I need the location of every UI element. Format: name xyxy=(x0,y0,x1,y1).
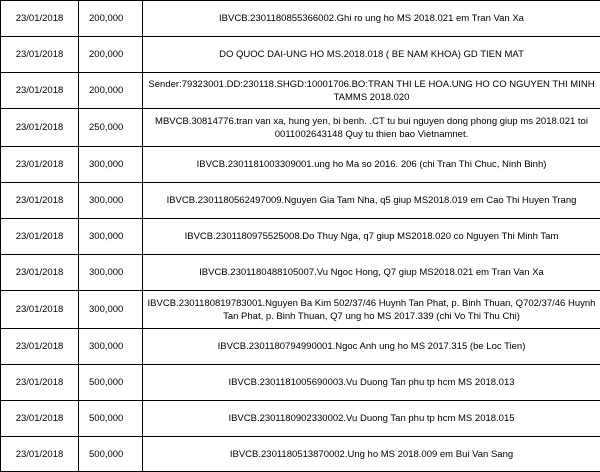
date-cell: 23/01/2018 xyxy=(1,183,79,219)
amount-cell: 300,000 xyxy=(79,329,143,365)
table-row xyxy=(1,37,600,73)
amount-cell: 200,000 xyxy=(79,1,143,37)
description-cell: IBVCB.2301181003309001.ung ho Ma so 2016. 206 (chi Tran Thi Chuc, Ninh Binh) xyxy=(143,147,600,183)
description-cell: IBVCB.2301180513870002.Ung ho MS 2018.009 em Bui Van Sang xyxy=(143,437,600,472)
amount-cell: 300,000 xyxy=(79,219,143,255)
table-row xyxy=(1,147,600,183)
description-cell: IBVCB.2301180902330002.Vu Duong Tan phu tp hcm MS 2018.015 xyxy=(143,401,600,437)
table-row xyxy=(1,73,600,109)
date-cell: 23/01/2018 xyxy=(1,365,79,401)
date-cell: 23/01/2018 xyxy=(1,291,79,329)
table-row xyxy=(1,365,600,401)
date-cell: 23/01/2018 xyxy=(1,219,79,255)
description-cell: IBVCB.2301180855366002.Ghi ro ung ho MS 2018.021 em Tran Van Xa xyxy=(143,1,600,37)
amount-cell: 200,000 xyxy=(79,37,143,73)
table-row xyxy=(1,329,600,365)
table-row xyxy=(1,401,600,437)
amount-cell: 300,000 xyxy=(79,291,143,329)
amount-cell: 500,000 xyxy=(79,365,143,401)
description-cell: IBVCB.2301180819783001.Nguyen Ba Kim 502/37/46 Huynh Tan Phat, p. Binh Thuan, Q702/37/46 Huynh Tan Phat, p. Binh Thuan, Q7 ung ho MS 2017.339 (chi Vo Thi Thu Chi) xyxy=(143,291,600,329)
amount-cell: 300,000 xyxy=(79,183,143,219)
description-cell: MBVCB.30814776.tran van xa, hung yen, bi benh. .CT tu bui nguyen dong phong giup ms 2018.021 toi 0011002643148 Quy tu thien bao Vietnamnet. xyxy=(143,109,600,147)
amount-cell: 500,000 xyxy=(79,401,143,437)
table-row xyxy=(1,219,600,255)
table-row xyxy=(1,1,600,37)
description-cell: IBVCB.2301180488105007.Vu Ngoc Hong, Q7 giup MS2018.021 em Tran Van Xa xyxy=(143,255,600,291)
table-row xyxy=(1,109,600,147)
description-cell: IBVCB.2301180562497009.Nguyen Gia Tam Nha, q5 giup MS2018.019 em Cao Thi Huyen Trang xyxy=(143,183,600,219)
date-cell: 23/01/2018 xyxy=(1,401,79,437)
amount-cell: 300,000 xyxy=(79,255,143,291)
table-row xyxy=(1,255,600,291)
description-cell: IBVCB.2301180794990001.Ngoc Anh ung ho MS 2017.315 (be Loc Tien) xyxy=(143,329,600,365)
description-cell: Sender:79323001.DD:230118.SHGD:10001706.BO:TRAN THI LE HOA.UNG HO CO NGUYEN THI MINH TAMMS 2018.020 xyxy=(143,73,600,109)
date-cell: 23/01/2018 xyxy=(1,1,79,37)
date-cell: 23/01/2018 xyxy=(1,329,79,365)
amount-cell: 500,000 xyxy=(79,437,143,472)
table-row xyxy=(1,183,600,219)
description-cell: IBVCB.2301181005690003.Vu Duong Tan phu tp hcm MS 2018.013 xyxy=(143,365,600,401)
date-cell: 23/01/2018 xyxy=(1,147,79,183)
date-cell: 23/01/2018 xyxy=(1,437,79,472)
amount-cell: 200,000 xyxy=(79,73,143,109)
amount-cell: 250,000 xyxy=(79,109,143,147)
date-cell: 23/01/2018 xyxy=(1,109,79,147)
table-row xyxy=(1,291,600,329)
table-row xyxy=(1,437,600,472)
description-cell: DO QUOC DAI-UNG HO MS.2018.018 ( BE NAM KHOA) GD TIEN MAT xyxy=(143,37,600,73)
table-body xyxy=(1,1,600,472)
description-cell: IBVCB.2301180975525008.Do Thuy Nga, q7 giup MS2018.020 co Nguyen Thi Minh Tam xyxy=(143,219,600,255)
date-cell: 23/01/2018 xyxy=(1,73,79,109)
date-cell: 23/01/2018 xyxy=(1,255,79,291)
date-cell: 23/01/2018 xyxy=(1,37,79,73)
amount-cell: 300,000 xyxy=(79,147,143,183)
